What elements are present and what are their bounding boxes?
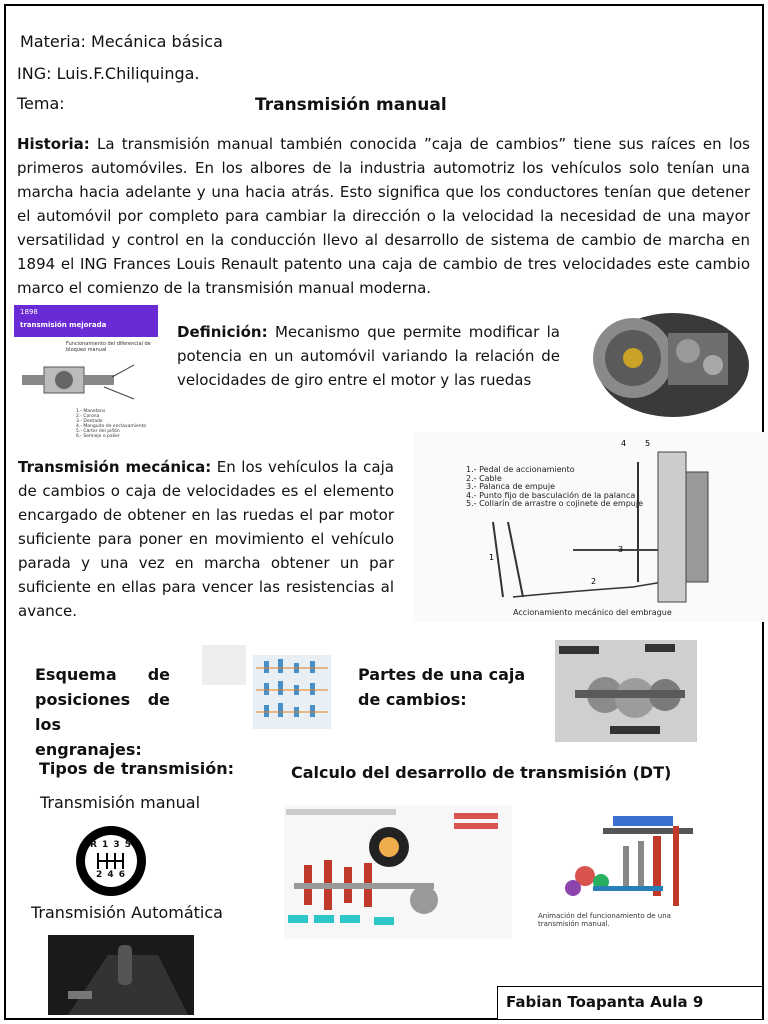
- calculo-drawing: [284, 805, 512, 939]
- image-legend: 1.- Manetons 2.- Corona 3.- Dentado 4.- Manguito de enclavamiento 5.- Cárter del piñón 6.- Semieje o palier: [76, 409, 147, 439]
- partes-image: [555, 640, 697, 742]
- automatic-shifter-photo: [48, 935, 194, 1015]
- embrague-caption: Accionamiento mecánico del embrague: [513, 608, 672, 617]
- shift-top-numbers: R 1 3 5: [89, 840, 133, 850]
- calculo-label: Calculo del desarrollo de transmisión (DT): [291, 763, 672, 782]
- transmision-mecanica-text: En los vehículos la caja de cambios o caja de velocidades es el elemento encargado de obtener en las ruedas el par motor suficiente para poner en movimiento el vehículo parada y una vez en marcha obtener un par suficiente en ellas para vencer las resistencias al avance.: [18, 458, 394, 620]
- svg-text:4: 4: [621, 439, 627, 448]
- partes-label: Partes de una caja de cambios:: [358, 665, 526, 709]
- embrague-drawing: [413, 432, 768, 622]
- svg-text:5: 5: [645, 439, 651, 448]
- animacion-caption: Animación del funcionamiento de una transmisión manual.: [538, 912, 671, 928]
- definicion-text: Mecanismo que permite modificar la potencia en un automóvil variando la relación de velocidades de giro entre el motor y las ruedas: [177, 323, 560, 389]
- ing-line: ING: Luis.F.Chiliquinga.: [17, 64, 200, 83]
- transmision-mecanica-label: Transmisión mecánica:: [18, 458, 212, 476]
- partes-drawing: [555, 640, 697, 742]
- svg-text:1: 1: [489, 553, 495, 562]
- esquema-drawing: [198, 643, 335, 733]
- embrague-image: [413, 432, 768, 622]
- materia-line: Materia: Mecánica básica: [20, 32, 223, 51]
- definicion-paragraph: [177, 320, 560, 392]
- year-caption: transmisión mejorada: [20, 321, 107, 329]
- transmision-mecanica-paragraph: [18, 455, 394, 623]
- svg-text:2: 2: [591, 577, 597, 586]
- author-footer: Fabian Toapanta Aula 9: [497, 986, 763, 1020]
- historia-text: La transmisión manual también conocida ”caja de cambios” tiene sus raíces en los primeros automóviles. En los albores de la industria automotriz los vehículos solo tenían una marcha hacia adelante y una hacia atrás. Esto significa que los conductores tenían que detener el automóvil por completo para cambiar la dirección o la velocidad la necesidad de una mayor versatilidad y control en la conducción llevo al desarrollo de sistema de cambio de marcha en 1894 el ING Frances Louis Renault patento una caja de cambio de tres velocidades este cambio marco el comienzo de la transmisión manual moderna.: [17, 135, 750, 297]
- automatic-shifter-drawing: [48, 935, 194, 1015]
- year-label: 1898: [20, 308, 38, 316]
- calculo-image: [284, 805, 512, 939]
- shift-pattern-icon: [76, 826, 146, 896]
- diferencial-image: [14, 305, 158, 437]
- tema-label: Tema:: [17, 94, 65, 113]
- manual-label: Transmisión manual: [40, 793, 201, 812]
- tipos-label: Tipos de transmisión:: [39, 759, 235, 778]
- gearbox-photo: [578, 303, 750, 423]
- historia-paragraph: [17, 132, 750, 300]
- svg-text:3: 3: [618, 545, 624, 554]
- definicion-label: Definición:: [177, 323, 268, 341]
- animacion-drawing: [533, 806, 719, 916]
- esquema-image: [198, 643, 335, 733]
- image-subcaption: Funcionamiento del diferencial de bloqueo manual: [66, 341, 151, 353]
- historia-label: Historia:: [17, 135, 90, 153]
- animacion-image: [533, 806, 719, 936]
- automatica-label: Transmisión Automática: [31, 903, 223, 922]
- image-banner: [14, 305, 158, 337]
- gearbox-drawing: [578, 303, 750, 423]
- esquema-label: Esquema de posiciones de los engranajes:: [35, 665, 170, 759]
- shift-bottom-numbers: 2 4 6: [95, 870, 127, 880]
- page-title: Transmisión manual: [255, 95, 447, 115]
- embrague-legend: 1.- Pedal de accionamiento 2.- Cable 3.- Palanca de empuje 4.- Punto fijo de basculación de la palanca 5.- Collarín de arrastre o cojinete de empuje: [466, 465, 644, 508]
